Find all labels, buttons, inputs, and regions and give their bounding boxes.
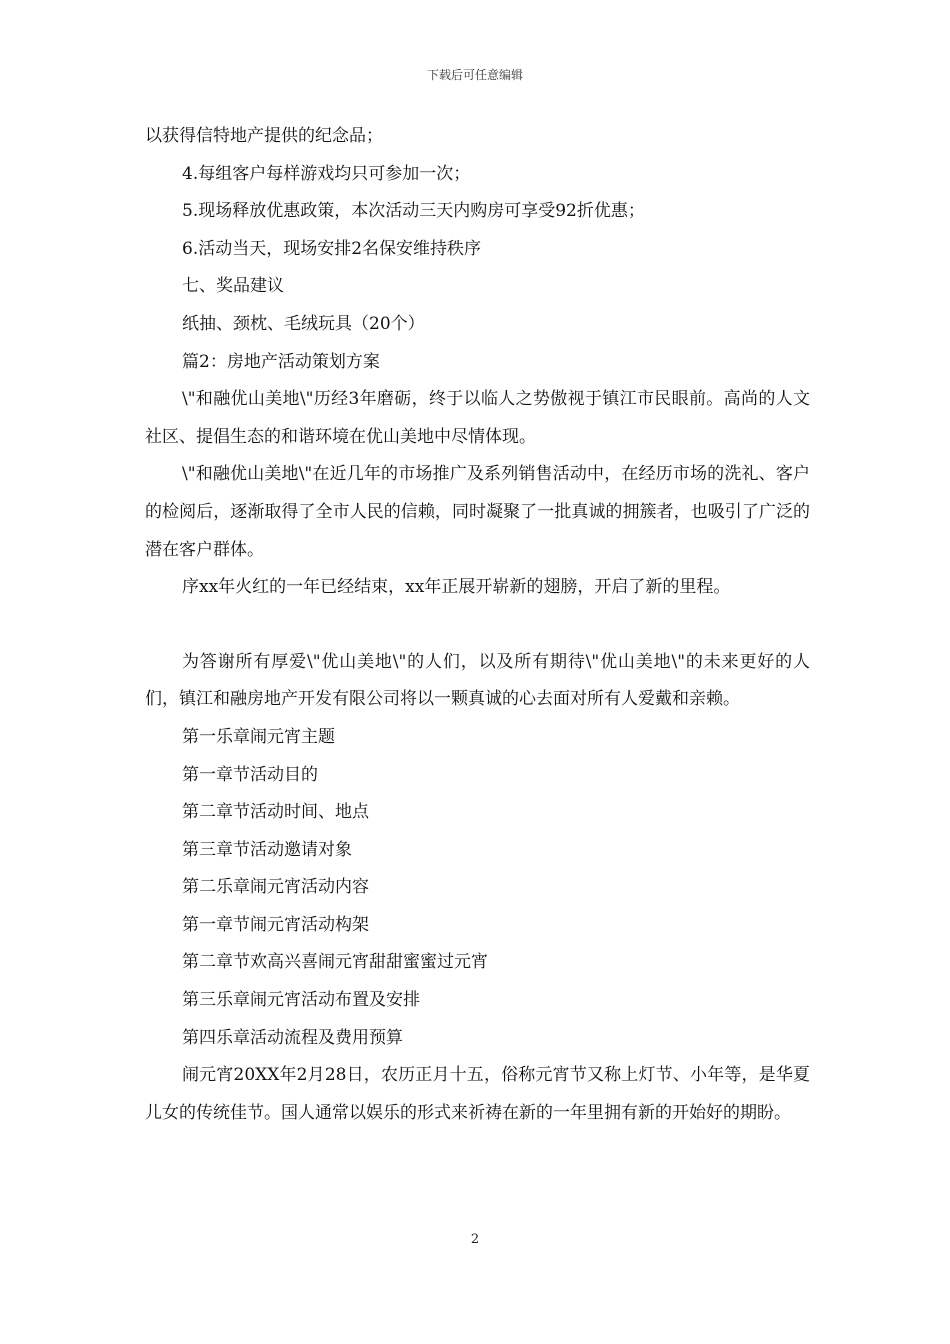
outline-item: 第一乐章闹元宵主题: [182, 726, 335, 747]
outline-item: 第二乐章闹元宵活动内容: [182, 877, 369, 898]
paragraph: 闹元宵20XX年2月28日，农历正月十五，俗称元宵节又称上灯节、小年等，是华夏儿女的传统佳节。国人通常以娱乐的形式来祈祷在新的一年里拥有新的开始好的期盼。: [145, 1065, 810, 1123]
paragraph: \"和融优山美地\"历经3年磨砺，终于以临人之势傲视于镇江市民眼前。高尚的人文社区、提倡生态的和谐环境在优山美地中尽情体现。: [145, 389, 810, 447]
document-body: [145, 118, 810, 1132]
outline-item: 第二章节欢高兴喜闹元宵甜甜蜜蜜过元宵: [182, 952, 488, 973]
outline-item: 第三章节活动邀请对象: [182, 839, 352, 860]
section-heading: 篇2：房地产活动策划方案: [182, 351, 380, 372]
list-item: 4.每组客户每样游戏均只可参加一次；: [182, 163, 471, 184]
outline-item: 第二章节活动时间、地点: [182, 802, 369, 823]
page-header-note: 下载后可任意编辑: [426, 68, 523, 82]
section-heading: 七、奖品建议: [182, 276, 284, 297]
list-item: 5.现场释放优惠政策，本次活动三天内购房可享受92折优惠；: [182, 201, 645, 222]
list-item: 6.活动当天，现场安排2名保安维持秩序: [182, 238, 482, 259]
body-line: 纸抽、颈枕、毛绒玩具（20个）: [182, 313, 425, 334]
outline-item: 第四乐章活动流程及费用预算: [182, 1027, 403, 1048]
paragraph: 为答谢所有厚爱\"优山美地\"的人们，以及所有期待\"优山美地\"的未来更好的人们，镇江和融房地产开发有限公司将以一颗真诚的心去面对所有人爱戴和亲赖。: [145, 651, 810, 710]
page-number: 2: [470, 1232, 480, 1247]
paragraph: 序xx年火红的一年已经结束，xx年正展开崭新的翅膀，开启了新的里程。: [182, 577, 731, 598]
paragraph: \"和融优山美地\"在近几年的市场推广及系列销售活动中，在经历市场的洗礼、客户的检阅后，逐渐取得了全市人民的信赖，同时凝聚了一批真诚的拥簇者，也吸引了广泛的潜在客户群体。: [145, 464, 810, 560]
outline-item: 第一章节闹元宵活动构架: [182, 914, 369, 935]
blank-line: [145, 607, 810, 644]
outline-item: 第三乐章闹元宵活动布置及安排: [182, 990, 420, 1011]
body-line: 以获得信特地产提供的纪念品；: [145, 126, 383, 146]
outline-item: 第一章节活动目的: [182, 764, 318, 785]
